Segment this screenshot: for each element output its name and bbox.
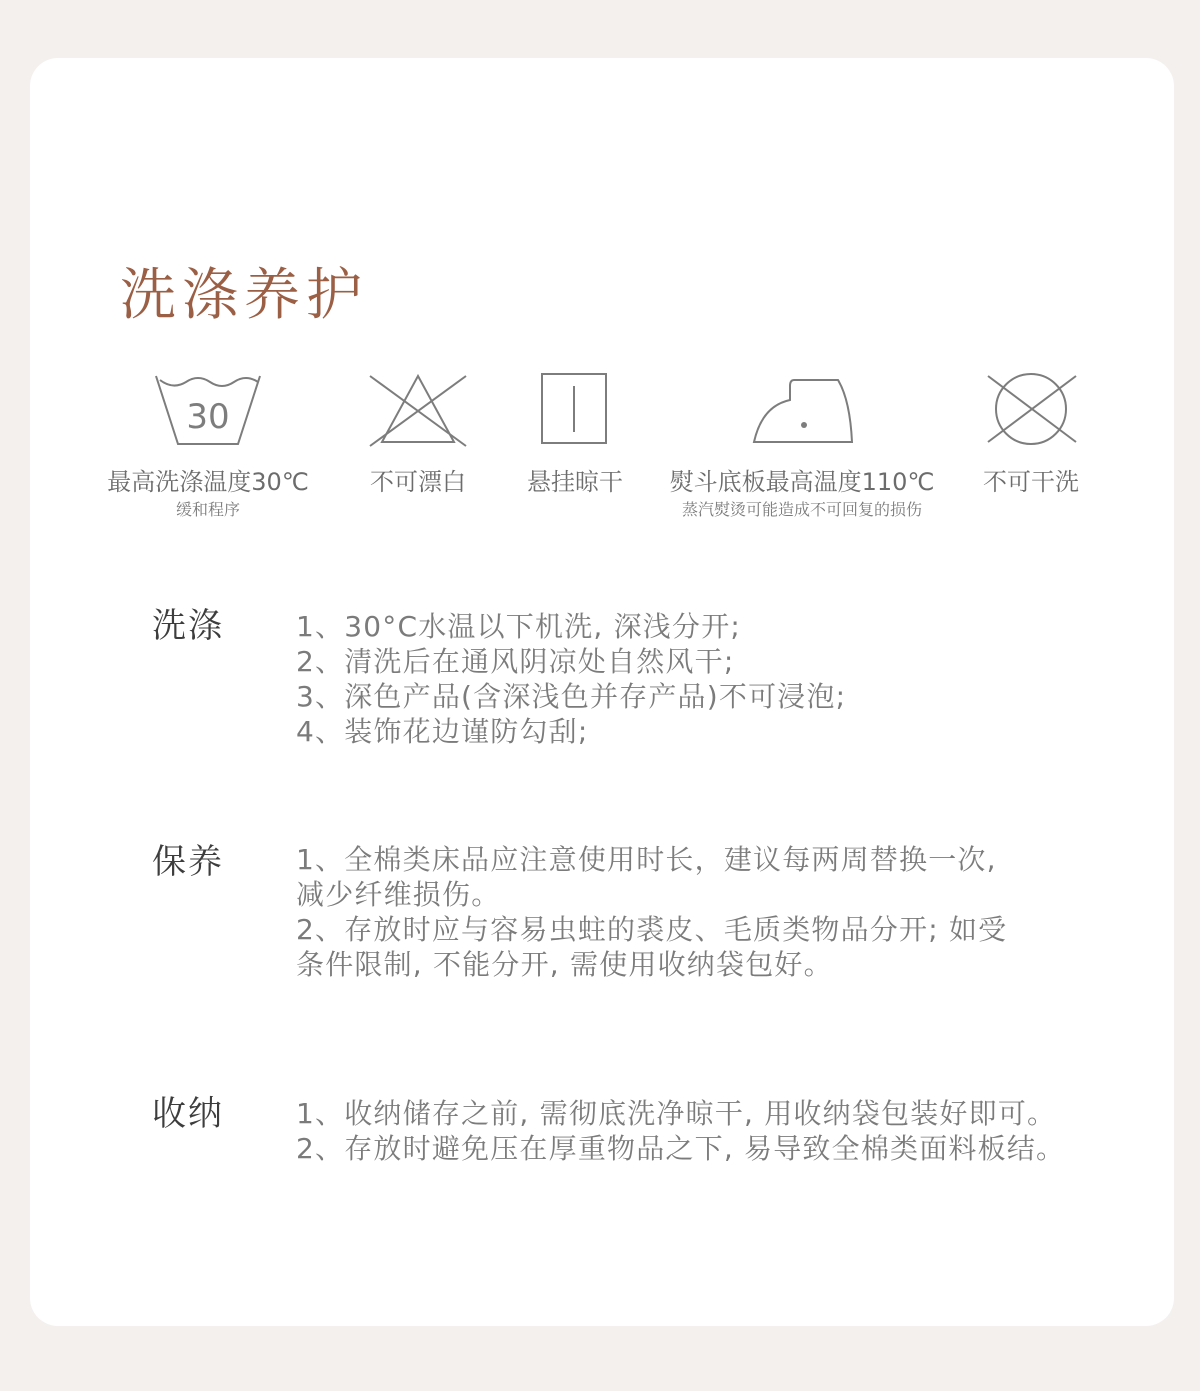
section-body-storage xyxy=(296,1096,1065,1166)
iron-label xyxy=(642,465,962,521)
care-label-main: 悬挂晾干 xyxy=(527,468,623,496)
no-bleach-icon xyxy=(366,370,470,450)
care-label-main: 不可漂白 xyxy=(370,468,466,496)
section-line: 1、收纳储存之前, 需彻底洗净晾干, 用收纳袋包装好即可。 xyxy=(296,1097,1057,1130)
no-dry-clean-label xyxy=(955,465,1107,499)
page-title: 洗涤养护 xyxy=(120,262,368,328)
line-dry-label xyxy=(495,465,655,499)
section-line: 2、清洗后在通风阴凉处自然风干; xyxy=(296,645,735,678)
section-line: 2、存放时避免压在厚重物品之下, 易导致全棉类面料板结。 xyxy=(296,1132,1066,1165)
section-line: 条件限制, 不能分开, 需使用收纳袋包好。 xyxy=(296,948,833,981)
section-line: 4、装饰花边谨防勾刮; xyxy=(296,715,589,748)
care-label-main: 熨斗底板最高温度110℃ xyxy=(669,468,935,496)
section-line: 1、全棉类床品应注意使用时长，建议每两周替换一次, xyxy=(296,843,997,876)
section-line: 减少纤维损伤。 xyxy=(296,878,501,911)
section-body-washing xyxy=(296,609,846,749)
care-label-main: 最高洗涤温度30℃ xyxy=(107,468,309,496)
section-heading-washing: 洗涤 xyxy=(152,606,224,646)
care-label-sub: 缓和程序 xyxy=(175,500,240,519)
no-dry-clean-icon xyxy=(986,370,1078,450)
no-bleach-label xyxy=(338,465,498,499)
section-heading-storage: 收纳 xyxy=(152,1094,224,1134)
section-line: 3、深色产品(含深浅色并存产品)不可浸泡; xyxy=(296,680,847,713)
care-label-sub: 蒸汽熨烫可能造成不可回复的损伤 xyxy=(681,500,922,519)
section-body-maintenance xyxy=(296,842,1007,982)
care-label-main: 不可干洗 xyxy=(983,468,1079,496)
wash-30-icon xyxy=(152,370,264,450)
iron-icon xyxy=(750,370,856,450)
section-heading-maintenance: 保养 xyxy=(152,842,224,882)
line-dry-icon xyxy=(539,370,611,450)
section-line: 1、30°C水温以下机洗, 深浅分开; xyxy=(296,610,742,643)
wash-30-label xyxy=(68,465,348,521)
section-line: 2、存放时应与容易虫蛀的裘皮、毛质类物品分开; 如受 xyxy=(296,913,1008,946)
wash-temperature-text: 30 xyxy=(186,397,230,437)
